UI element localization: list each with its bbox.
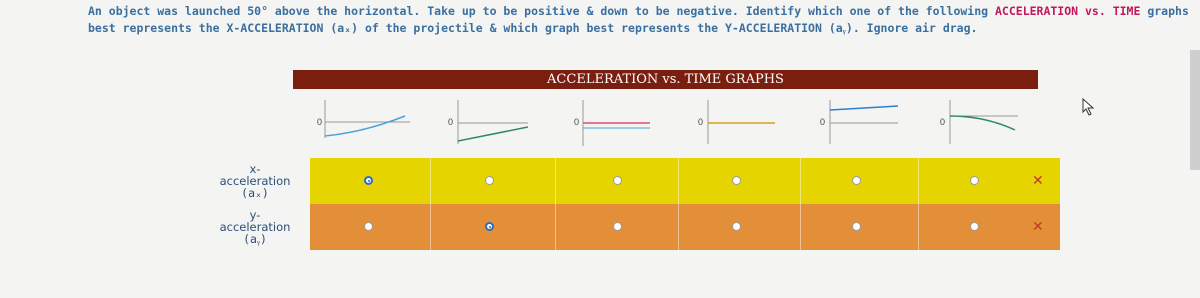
x-option-3-radio[interactable] <box>613 176 622 185</box>
graph-3-plot <box>550 96 670 150</box>
divider <box>918 204 919 250</box>
divider <box>678 204 679 250</box>
scrollbar[interactable] <box>1190 50 1200 170</box>
row-label-x-line2: acceleration <box>219 174 291 188</box>
x-option-1-radio[interactable] <box>364 176 373 185</box>
row-label-x-line1: x- <box>249 162 261 176</box>
graph-strip <box>300 96 1040 150</box>
graph-2-plot <box>430 96 550 150</box>
y-option-3-radio[interactable] <box>613 222 622 231</box>
x-option-2-radio[interactable] <box>485 176 494 185</box>
divider <box>800 158 801 204</box>
graph-5-zero-label: 0 <box>820 117 826 127</box>
y-option-6-radio[interactable] <box>970 222 979 231</box>
graph-5-plot <box>790 96 910 150</box>
graph-2 <box>430 96 550 150</box>
question-line-1 <box>88 3 1189 20</box>
x-option-5-radio[interactable] <box>852 176 861 185</box>
question-highlight: ACCELERATION vs. TIME <box>995 4 1141 18</box>
graph-6 <box>910 96 1030 150</box>
x-option-6-radio[interactable] <box>970 176 979 185</box>
y-option-2-radio[interactable] <box>485 222 494 231</box>
row-label-y <box>210 209 300 245</box>
graph-6-zero-label: 0 <box>940 117 946 127</box>
row-label-y-symbol: (aᵧ) <box>243 232 267 246</box>
row-label-y-line2: acceleration <box>219 220 291 234</box>
divider <box>918 158 919 204</box>
divider <box>800 204 801 250</box>
x-option-4-radio[interactable] <box>732 176 741 185</box>
divider <box>555 158 556 204</box>
y-acceleration-row <box>310 204 1060 250</box>
graph-1-plot <box>310 96 430 150</box>
graph-4-zero-label: 0 <box>698 117 704 127</box>
x-incorrect-icon: ✕ <box>1032 173 1044 189</box>
graph-5 <box>790 96 910 150</box>
question-line-2: best represents the X-ACCELERATION (aₓ) of the projectile & which graph best represents the Y-ACCELERATION (aᵧ). Ignore air drag. <box>88 21 978 35</box>
row-label-y-line1: y- <box>249 208 261 222</box>
question-text <box>88 3 1189 37</box>
divider <box>430 158 431 204</box>
y-incorrect-icon: ✕ <box>1032 219 1044 235</box>
graph-3-zero-label: 0 <box>574 117 580 127</box>
divider <box>678 158 679 204</box>
y-option-4-radio[interactable] <box>732 222 741 231</box>
graph-2-zero-label: 0 <box>448 117 454 127</box>
graphs-header <box>293 70 1038 89</box>
row-label-x <box>210 163 300 199</box>
question-line-1-end: graphs <box>1140 4 1189 18</box>
y-option-5-radio[interactable] <box>852 222 861 231</box>
divider <box>430 204 431 250</box>
graph-1 <box>310 96 430 150</box>
graph-4 <box>670 96 790 150</box>
graph-1-zero-label: 0 <box>317 117 323 127</box>
mouse-cursor-icon <box>1081 98 1095 116</box>
divider <box>555 204 556 250</box>
row-label-x-symbol: (aₓ) <box>241 186 269 200</box>
graph-6-plot <box>910 96 1030 150</box>
graphs-header-title: ACCELERATION vs. TIME GRAPHS <box>547 72 784 87</box>
graph-3 <box>550 96 670 150</box>
question-line-1-text: An object was launched 50° above the horizontal. Take up to be positive & down to be negative. Identify which one of the following <box>88 4 995 18</box>
x-acceleration-row <box>310 158 1060 204</box>
graph-4-plot <box>670 96 790 150</box>
y-option-1-radio[interactable] <box>364 222 373 231</box>
